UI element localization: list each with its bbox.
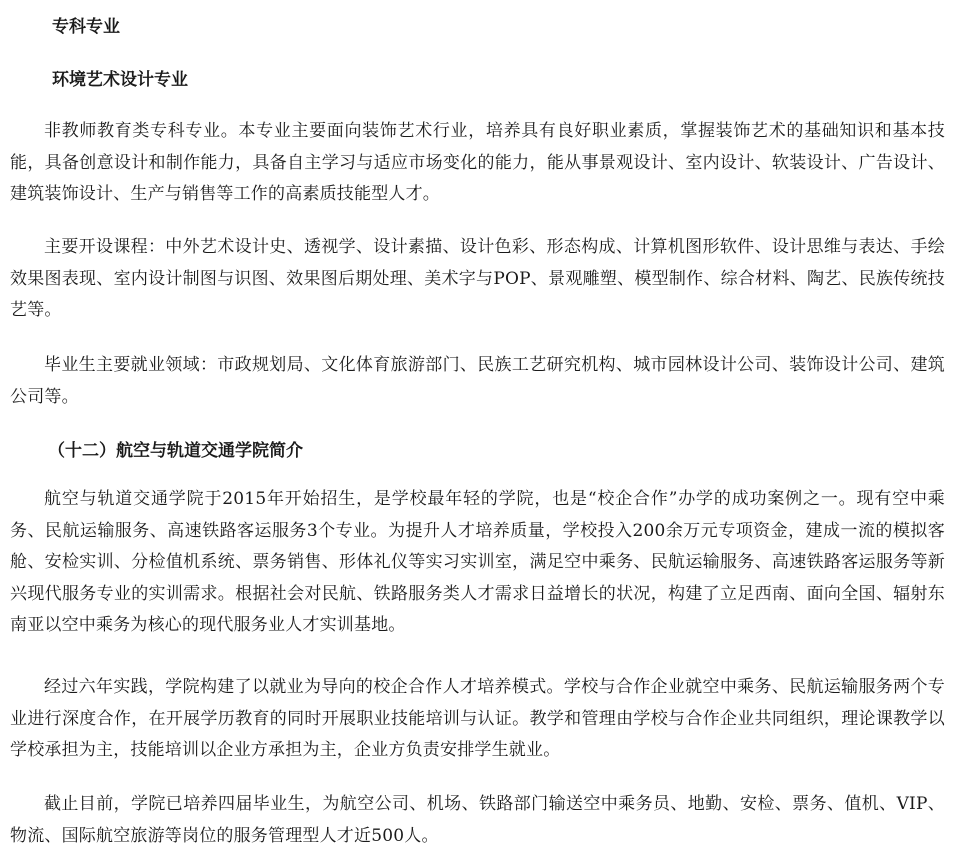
- major-courses-paragraph: 主要开设课程：中外艺术设计史、透视学、设计素描、设计色彩、形态构成、计算机图形软件、设计思维与表达、手绘效果图表现、室内设计制图与识图、效果图后期处理、美术字与POP、景观雕塑、模型制作、综合材料、陶艺、民族传统技艺等。: [10, 237, 945, 320]
- college-graduates-paragraph: 截止目前，学院已培养四届毕业生，为航空公司、机场、铁路部门输送空中乘务员、地勤、安检、票务、值机、VIP、物流、国际航空旅游等岗位的服务管理型人才近500人。: [10, 794, 945, 846]
- major-title: 环境艺术设计专业: [52, 70, 188, 90]
- major-employment-paragraph: 毕业生主要就业领域：市政规划局、文化体育旅游部门、民族工艺研究机构、城市园林设计公司、装饰设计公司、建筑公司等。: [10, 355, 945, 407]
- college-overview-paragraph: 航空与轨道交通学院于2015年开始招生，是学校最年轻的学院，也是“校企合作”办学的成功案例之一。现有空中乘务、民航运输服务、高速铁路客运服务3个专业。为提升人才培养质量，学校投入200余万元专项资金，建成一流的模拟客舱、安检实训、分检值机系统、票务销售、形体礼仪等实习实训室，满足空中乘务、民航运输服务、高速铁路客运服务等新兴现代服务专业的实训需求。根据社会对民航、铁路服务类人才需求日益增长的状况，构建了立足西南、面向全国、辐射东南亚以空中乘务为核心的现代服务业人才实训基地。: [10, 489, 945, 635]
- major-intro-paragraph: 非教师教育类专科专业。本专业主要面向装饰艺术行业，培养具有良好职业素质，掌握装饰艺术的基础知识和基本技能，具备创意设计和制作能力，具备自主学习与适应市场变化的能力，能从事景观设计、室内设计、软装设计、广告设计、建筑装饰设计、生产与销售等工作的高素质技能型人才。: [10, 121, 945, 204]
- college-title: （十二）航空与轨道交通学院简介: [48, 441, 303, 461]
- section-label: 专科专业: [52, 17, 120, 37]
- college-cooperation-paragraph: 经过六年实践，学院构建了以就业为导向的校企合作人才培养模式。学校与合作企业就空中乘务、民航运输服务两个专业进行深度合作，在开展学历教育的同时开展职业技能培训与认证。教学和管理由学校与合作企业共同组织，理论课教学以学校承担为主，技能培训以企业方承担为主，企业方负责安排学生就业。: [10, 677, 945, 760]
